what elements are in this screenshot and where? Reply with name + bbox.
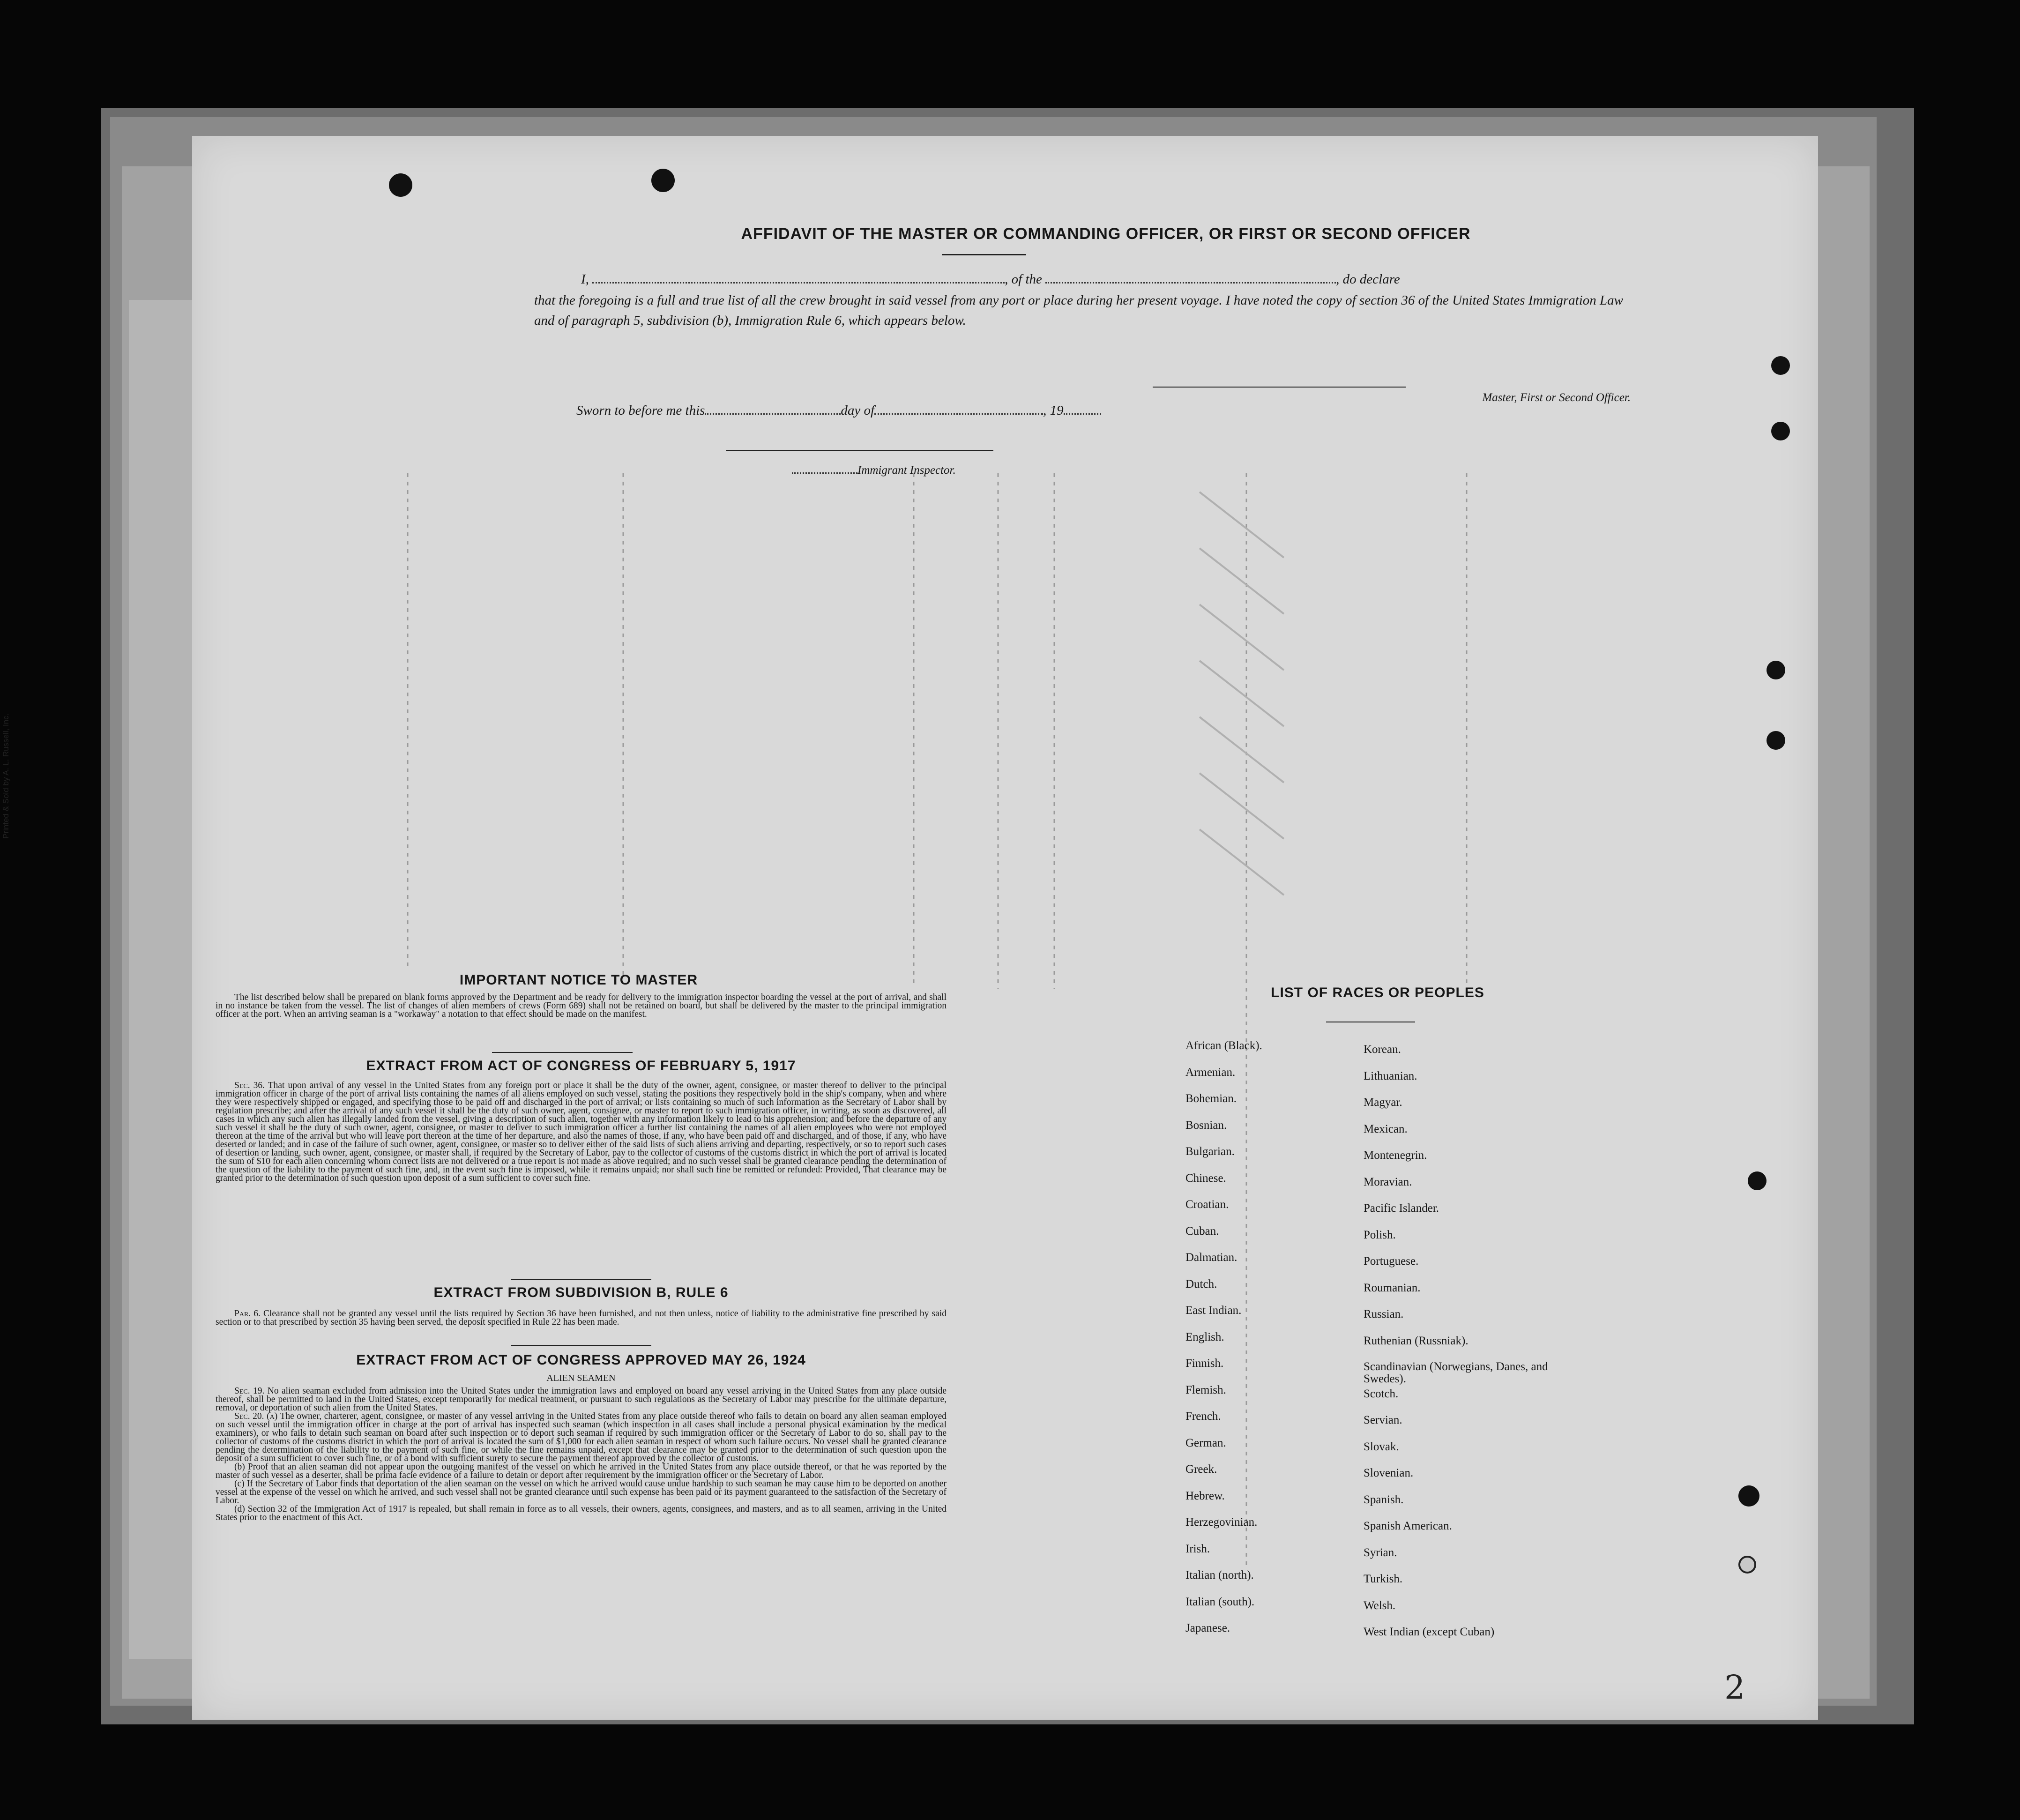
race-item: Welsh. <box>1364 1599 1396 1612</box>
race-item: Flemish. <box>1185 1383 1226 1396</box>
race-item: East Indian. <box>1185 1304 1242 1317</box>
inspector-label-text: Immigrant Inspector. <box>857 464 956 477</box>
race-item: Lithuanian. <box>1364 1069 1417 1082</box>
punch-hole <box>1771 356 1790 375</box>
inspector-dots <box>792 466 857 474</box>
race-item: Korean. <box>1364 1043 1401 1056</box>
sec-20d-label: (d) <box>234 1504 245 1514</box>
sec-20b-label: (b) <box>234 1462 245 1472</box>
sec-19-text: No alien seaman excluded from admission into the United States under the immigration laws and employed on board any vessel arriving in the United States from any place outside thereof, shall be permitted to land in the United States, except temporarily for medical treatment, or pursuant to such regulations as the Secretary of Labor may prescribe for the ultimate departure, removal, or deportation of such alien from the United States. <box>216 1386 947 1413</box>
races-heading: LIST OF RACES OR PEOPLES <box>1271 985 1484 1000</box>
race-item: Herzegovinian. <box>1185 1516 1258 1529</box>
sec-20d-text: Section 32 of the Immigration Act of 1917 is repealed, but shall remain in force as to all vessels, their owners, agents, consignees, and masters, and as to all seamen, arriving in the United States prior to the enactment of this Act. <box>216 1504 947 1522</box>
notice-text <box>216 993 947 1019</box>
sec-20c-label: (c) <box>234 1479 245 1489</box>
race-item: Dalmatian. <box>1185 1251 1237 1264</box>
race-item: Syrian. <box>1364 1546 1397 1559</box>
race-item: Croatian. <box>1185 1198 1229 1211</box>
left-binding-strip <box>129 300 194 1659</box>
vessel-blank <box>1045 272 1336 283</box>
punch-hole <box>1767 731 1785 750</box>
declaration-end: , do declare <box>1336 272 1400 287</box>
race-item: Spanish. <box>1364 1493 1404 1506</box>
race-item: Cuban. <box>1185 1224 1219 1238</box>
race-item: Scotch. <box>1364 1387 1399 1400</box>
sworn-year: , 19 <box>1043 403 1064 418</box>
act-1924-heading: EXTRACT FROM ACT OF CONGRESS APPROVED MAY 26, 1924 <box>356 1352 806 1368</box>
race-item: Ruthenian (Russniak). <box>1364 1334 1468 1347</box>
race-item: Italian (north). <box>1185 1569 1254 1581</box>
year-blank <box>1064 403 1101 415</box>
race-item: Roumanian. <box>1364 1281 1421 1294</box>
punch-hole <box>389 173 412 197</box>
race-item: Spanish American. <box>1364 1520 1452 1532</box>
section-rule <box>511 1279 651 1280</box>
race-item: Bulgarian. <box>1185 1145 1235 1158</box>
name-blank <box>592 272 1005 283</box>
punch-hole <box>1767 661 1785 679</box>
section-rule <box>492 1052 633 1053</box>
declaration-i: I, <box>581 272 589 287</box>
day-blank <box>705 403 841 415</box>
race-item: Montenegrin. <box>1364 1149 1427 1162</box>
race-item: Armenian. <box>1185 1066 1236 1079</box>
document-page <box>192 136 1818 1720</box>
signature-line <box>1153 387 1406 388</box>
punch-hole <box>1771 422 1790 440</box>
race-item: Finnish. <box>1185 1357 1224 1370</box>
section-36-text: That upon arrival of any vessel in the United States from any foreign port or place it shall be the duty of the owner, agent, consignee, or master thereof to deliver to the principal immigration officer in charge of the port of arrival lists containing the names of all aliens employed on such vessel, stating the positions they respectively hold in the ship's company, when and where they were respectively shipped or engaged, and specifying those to be paid off and discharged in the port of arrival; or lists containing so much of such information as the Secretary of Labor shall by regulation prescribe; and after the arrival of any such vessel it shall be the duty of such owner, agent, consignee, or master to report to such immigration officer, in writing, as soon as discovered, all cases in which any such alien has illegally landed from the vessel, giving a description of such alien, together with any information likely to lead to his apprehension; and before the departure of any such vessel it shall be the duty of such owner, agent, consignee, or master to deliver to such immigration officer a further list containing the names of all alien employees who were not employed thereon at the time of the arrival but who will leave port thereon at the time of her departure, and also the names of those, if any, who have been paid off and discharged, and of those, if any, who have deserted or landed; and in case of the failure of such owner, agent, consignee, or master so to deliver either of the said lists of such aliens arriving and departing, respectively, or so to report such cases of desertion or landing, such owner, agent, consignee, or master shall, if required by the Secretary of Labor, pay to the collector of customs of the customs district in which the port of arrival is located the sum of $10 for each alien concerning whom correct lists are not delivered or a true report is not made as above required; and no such vessel shall be granted clearance pending the determination of the question of the liability to the payment of such fine, and, in the event such fine is imposed, while it remains unpaid; nor shall such fine be remitted or refunded: Provided, That clearance may be granted prior to the determination of such question upon deposit of a sum sufficient to cover such fine. <box>216 1081 947 1183</box>
signature-label: Master, First or Second Officer. <box>1482 391 1631 404</box>
sec-19-label: Sec. 19. <box>234 1386 265 1396</box>
race-item: Pacific Islander. <box>1364 1202 1439 1215</box>
sec-20c-text: If the Secretary of Labor finds that deportation of the alien seaman on the vessel on which he arrived would cause undue hardship to such seaman he may cause him to be deported on another vessel at the expense of the vessel on which he arrived, and such vessel shall not be granted clearance until such expense has been paid or its payment guaranteed to the satisfaction of the Secretary of Labor. <box>216 1479 947 1506</box>
printer-imprint: Printed & Sold by A. L. Russell, Inc. <box>1 713 10 839</box>
page-number-mark: 2 <box>1724 1668 1745 1707</box>
race-item: Scandinavian (Norwegians, Danes, and Swedes). <box>1364 1360 1548 1385</box>
sworn-text: Sworn to before me this <box>576 403 705 418</box>
race-item: Japanese. <box>1185 1622 1230 1634</box>
race-item: Moravian. <box>1364 1175 1412 1188</box>
punch-hole <box>651 169 675 192</box>
race-item: Slovenian. <box>1364 1467 1414 1479</box>
par-6-text: Clearance shall not be granted any vessel until the lists required by Section 36 have been furnished, and not then unless, notice of liability to the administrative fine prescribed by said section or to that prescribed by section 35 having been served, the deposit specified in Rule 22 has been made. <box>216 1309 947 1327</box>
punch-hole <box>1738 1485 1759 1507</box>
race-item: Irish. <box>1185 1542 1210 1555</box>
sec-20b-text: Proof that an alien seaman did not appear upon the outgoing manifest of the vessel on which he arrived in the United States from any place outside thereof, or that he was reported by the master of such vessel as a deserter, shall be prima facie evidence of a failure to detain or deport after requirement by the immigration officer or the Secretary of Labor. <box>216 1462 947 1480</box>
notice-heading: IMPORTANT NOTICE TO MASTER <box>459 972 698 988</box>
sec-20a-label: Sec. 20. (a) <box>234 1411 278 1421</box>
declaration-line <box>581 272 1635 287</box>
race-item: Bohemian. <box>1185 1092 1237 1105</box>
race-item: English. <box>1185 1330 1224 1343</box>
affidavit-title: AFFIDAVIT OF THE MASTER OR COMMANDING OFFICER, OR FIRST OR SECOND OFFICER <box>741 225 1471 243</box>
race-item: Turkish. <box>1364 1573 1403 1585</box>
section-36-label: Sec. 36. <box>234 1081 265 1090</box>
race-item: West Indian (except Cuban) <box>1364 1626 1495 1638</box>
declaration-body: that the foregoing is a full and true list of all the crew brought in said vessel from any port or place during her present voyage. I have noted the copy of section 36 of the United States Immigration Law and of paragraph 5, subdivision (b), Immigration Rule 6, which appears below. <box>534 293 1624 328</box>
race-item: German. <box>1185 1436 1226 1449</box>
race-item: Servian. <box>1364 1414 1402 1426</box>
races-left-column <box>1185 1039 1364 1648</box>
race-item: Greek. <box>1185 1463 1217 1476</box>
race-item: Italian (south). <box>1185 1595 1255 1608</box>
race-item: French. <box>1185 1410 1221 1423</box>
act-1917-text <box>216 1082 947 1183</box>
race-item: Bosnian. <box>1185 1119 1227 1132</box>
month-blank <box>874 403 1043 415</box>
declaration-of: , of the <box>1005 272 1042 287</box>
race-item: Slovak. <box>1364 1440 1399 1453</box>
act-1917-heading: EXTRACT FROM ACT OF CONGRESS OF FEBRUARY 5, 1917 <box>366 1058 796 1074</box>
race-item: Polish. <box>1364 1228 1396 1241</box>
inspector-signature-line <box>726 450 993 451</box>
races-right-column <box>1364 1043 1560 1652</box>
title-rule <box>942 254 1026 255</box>
sworn-line <box>576 403 1326 418</box>
race-item: Dutch. <box>1185 1277 1217 1290</box>
section-rule <box>511 1345 651 1346</box>
punch-ring <box>1738 1556 1756 1574</box>
punch-hole <box>1748 1171 1767 1190</box>
race-item: Russian. <box>1364 1308 1404 1320</box>
race-item: Portuguese. <box>1364 1255 1419 1268</box>
race-item: Mexican. <box>1364 1122 1408 1135</box>
subdivision-text <box>216 1310 947 1327</box>
race-item: Chinese. <box>1185 1171 1226 1185</box>
alien-seamen-subheading: ALIEN SEAMEN <box>546 1373 616 1383</box>
subdivision-heading: EXTRACT FROM SUBDIVISION B, RULE 6 <box>433 1285 729 1300</box>
race-item: African (Black). <box>1185 1039 1262 1052</box>
notice-paragraph: The list described below shall be prepared on blank forms approved by the Department and be ready for delivery to the immigration inspector boarding the vessel at the port of arrival, and shall in no instance be taken from the vessel. The list of changes of alien members of crews (Form 689) shall not be retained on board, but shall be delivered by the master to the principal immigration officer at the port. When an arriving seaman is a "workaway" a notation to that effect should be made on the manifest. <box>216 992 947 1019</box>
par-6-label: Par. 6. <box>234 1309 261 1319</box>
sworn-day-of: day of <box>841 403 875 418</box>
sec-20a-text: The owner, charterer, agent, consignee, or master of any vessel arriving in the United States from any place outside thereof who fails to detain on board any alien seaman employed on such vessel until the immigration officer in charge at the port of arrival has inspected such seaman (which inspection in all cases shall include a personal physical examination by the medical examiners), or who fails to detain such seaman on board after such inspection or to deport such seaman if required by such immigration officer or the Secretary of Labor to do so, shall pay to the collector of customs of the customs district in which the port of arrival is located the sum of $1,000 for each alien seaman in respect of whom such failure occurs. No vessel shall be granted clearance pending the determination of the liability to the payment of such fine, or while the fine remains unpaid, except that clearance may be granted prior to the determination of such question upon the deposit of a sum sufficient to cover such fine, or of a bond with sufficient surety to secure the payment thereof approved by the collector of customs. <box>216 1411 947 1463</box>
inspector-label <box>792 464 1073 477</box>
race-item: Magyar. <box>1364 1096 1402 1109</box>
race-item: Hebrew. <box>1185 1489 1225 1502</box>
act-1924-text <box>216 1387 947 1522</box>
